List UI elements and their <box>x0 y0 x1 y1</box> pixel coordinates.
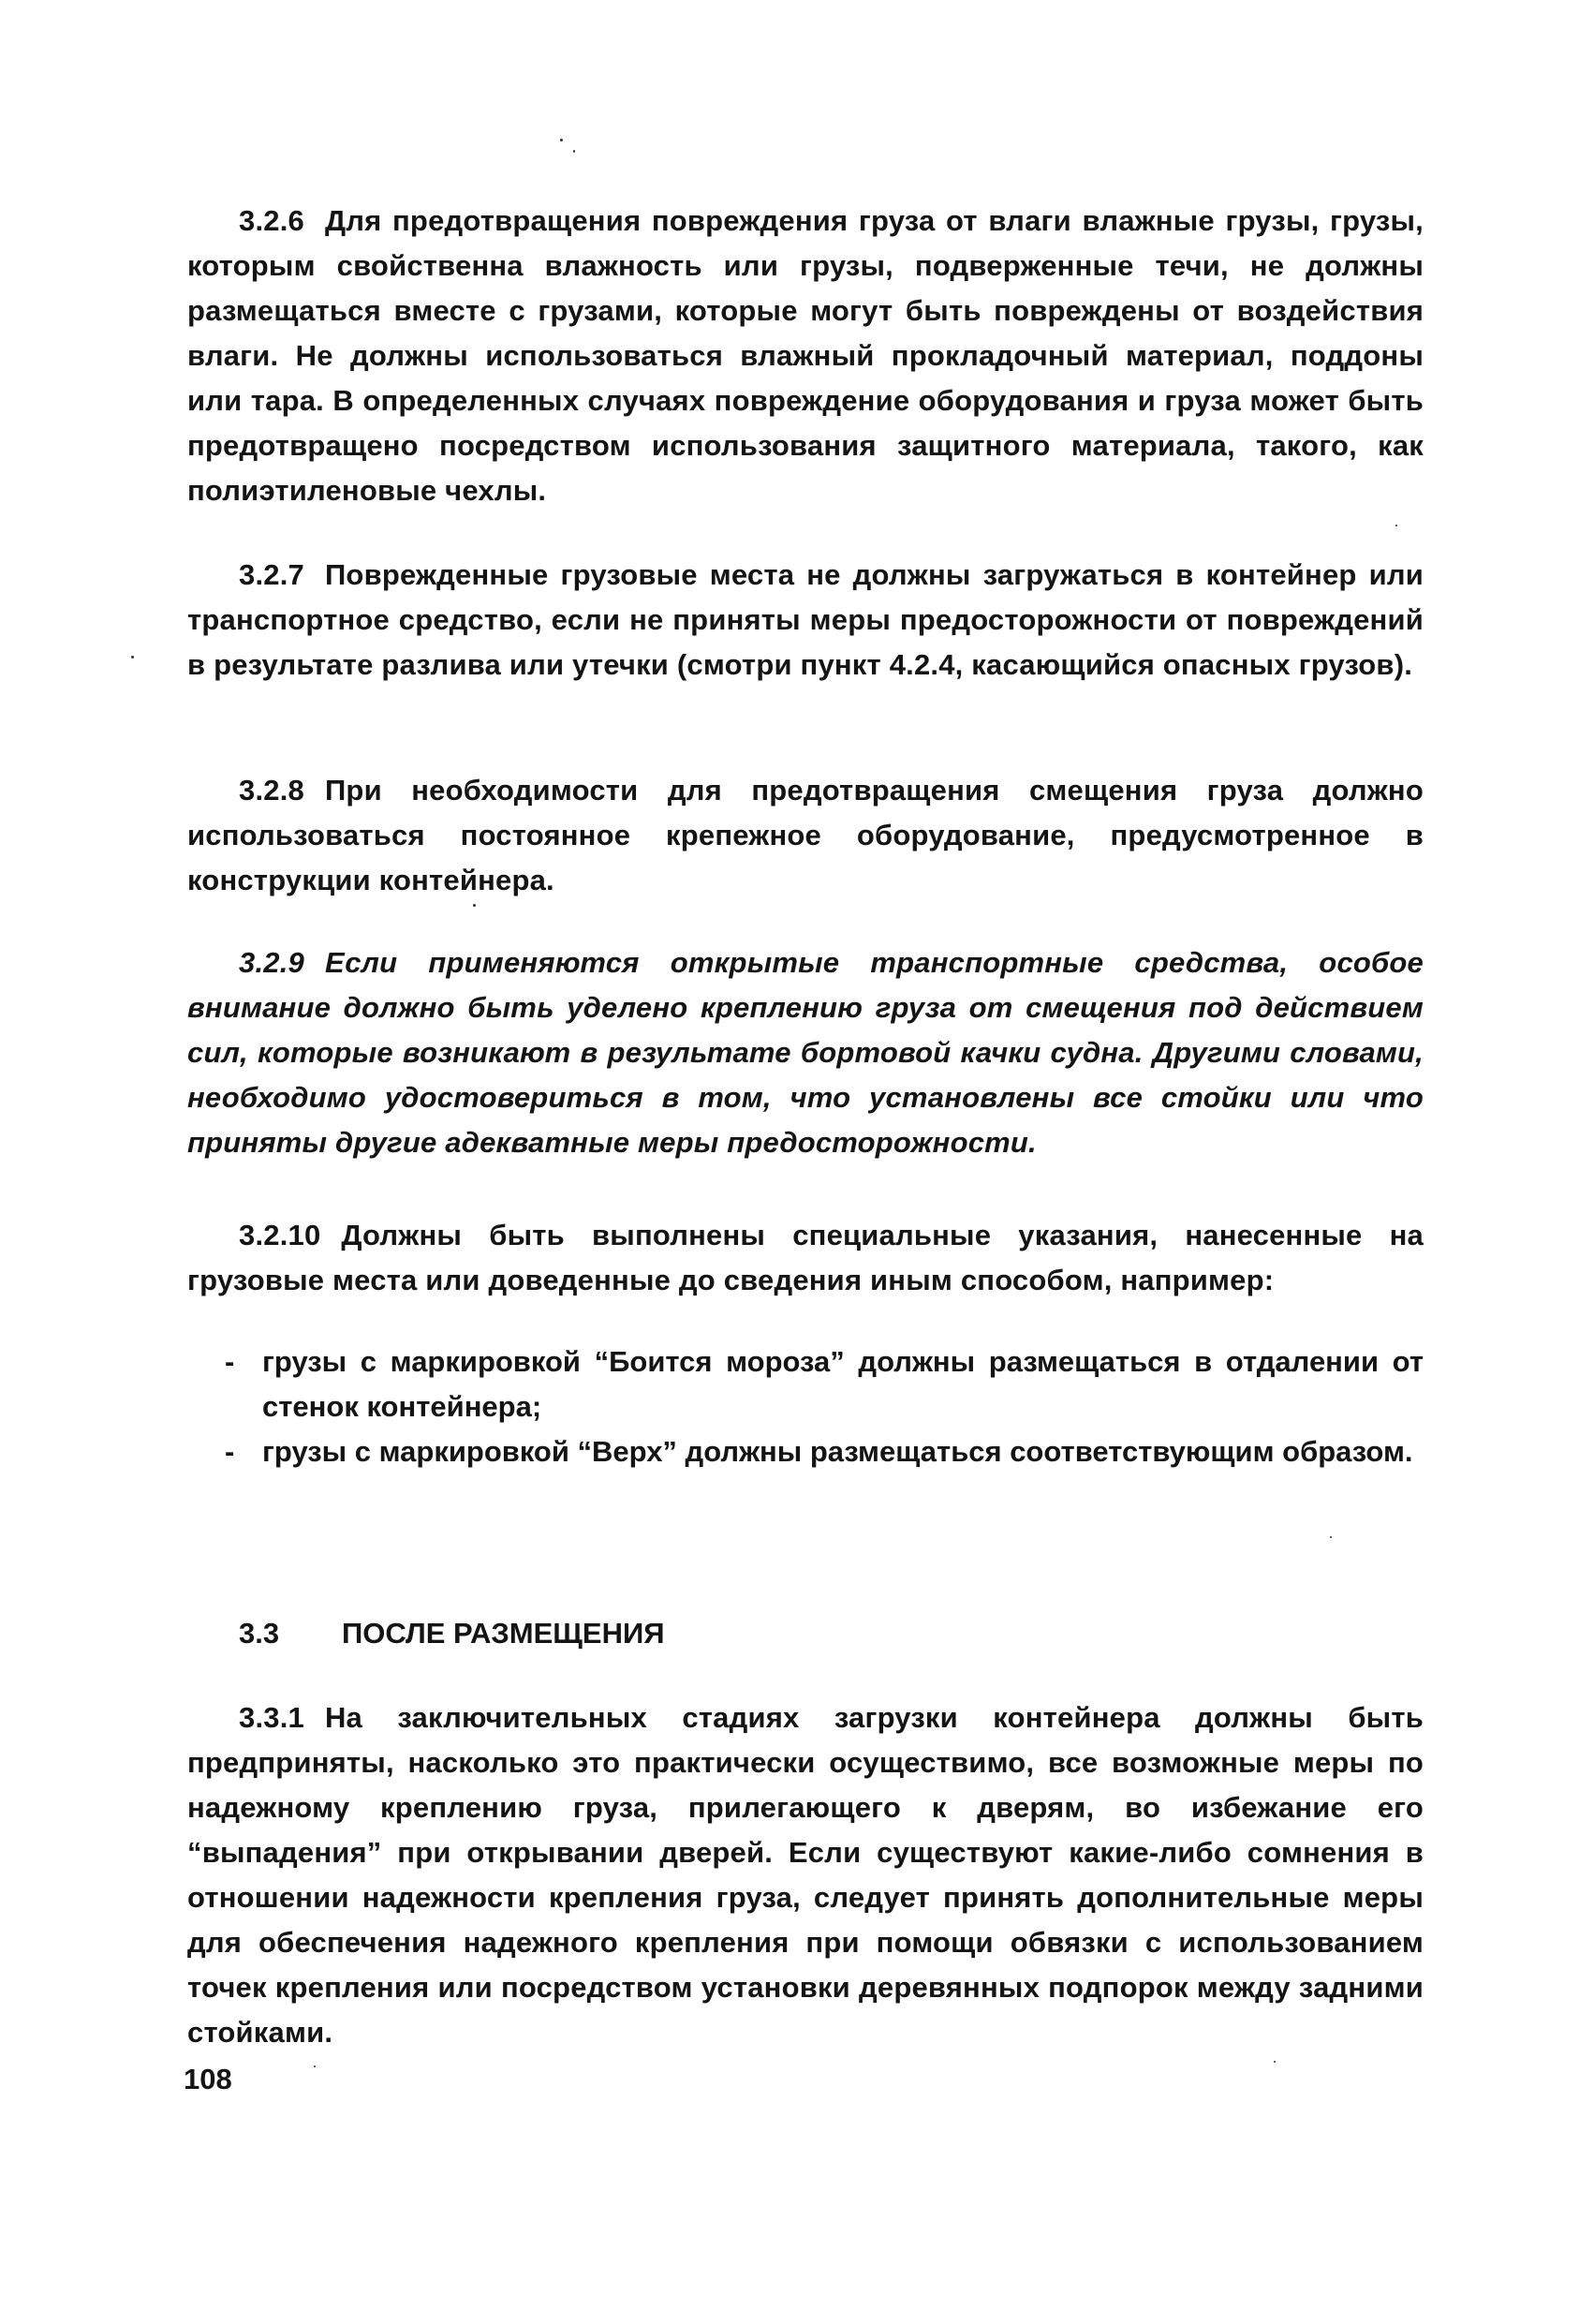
paragraph-number: 3.2.6 <box>239 204 304 237</box>
paragraph-3-3-1 <box>187 1695 1424 2055</box>
paragraph-3-2-7 <box>187 553 1424 688</box>
paragraph-text: Если применяются открытые транспортные средства, особое внимание должно быть уделено креплению груза от смещения под действием сил, которые возникают в результате бортовой качки судна. Другими словами, необходимо удостовериться в том, что установлены все стойки или что приняты другие адекватные меры предосторожности. <box>187 946 1424 1159</box>
list-item-text: грузы с маркировкой “Боится мороза” должны размещаться в отдалении от стенок контейнера; <box>262 1345 1424 1423</box>
scan-speck <box>560 139 563 141</box>
paragraph-number: 3.2.10 <box>239 1219 321 1251</box>
list-item <box>225 1340 1424 1429</box>
scan-speck <box>314 2065 316 2067</box>
paragraph-number: 3.2.7 <box>239 558 304 591</box>
list-item-text: грузы с маркировкой “Верх” должны размещаться соответствующим образом. <box>262 1435 1413 1468</box>
scan-speck <box>131 656 134 659</box>
list-bullet: - <box>225 1345 235 1378</box>
list-item <box>225 1429 1424 1474</box>
paragraph-3-2-9 <box>187 940 1424 1165</box>
paragraph-text: Поврежденные грузовые места не должны загружаться в контейнер или транспортное средство, если не приняты меры предосторожности от повреждений в результате разлива или утечки (смотри пункт 4.2.4, касающийся опасных грузов). <box>187 558 1424 681</box>
paragraph-text: Должны быть выполнены специальные указания, нанесенные на грузовые места или доведенные до сведения иным способом, например: <box>187 1219 1424 1296</box>
section-title: ПОСЛЕ РАЗМЕЩЕНИЯ <box>342 1617 665 1650</box>
page-number: 108 <box>184 2063 232 2095</box>
paragraph-number: 3.3.1 <box>239 1701 304 1734</box>
list-bullet: - <box>225 1435 235 1468</box>
section-heading <box>239 1611 665 1656</box>
scan-speck <box>573 150 575 153</box>
scan-speck <box>1395 525 1397 526</box>
paragraph-text: На заключительных стадиях загрузки контейнера должны быть предприняты, насколько это практически осуществимо, все возможные меры по надежному креплению груза, прилегающего к дверям, во избежание его “выпадения” при открывании дверей. Если существуют какие-либо сомнения в отношении надежности крепления груза, следует принять дополнительные меры для обеспечения надежного крепления при помощи обвязки с использованием точек крепления или посредством установки деревянных подпорок между задними стойками. <box>187 1701 1424 2049</box>
paragraph-number: 3.2.8 <box>239 774 304 807</box>
section-number: 3.3 <box>239 1617 280 1650</box>
marking-list <box>225 1340 1424 1474</box>
scan-speck <box>1330 1536 1332 1538</box>
paragraph-3-2-6 <box>187 199 1424 513</box>
paragraph-text: При необходимости для предотвращения смещения груза должно использоваться постоянное крепежное оборудование, предусмотренное в конструкции контейнера. <box>187 774 1424 896</box>
paragraph-3-2-8 <box>187 768 1424 903</box>
scan-speck <box>473 904 476 907</box>
scan-speck <box>1274 2061 1276 2063</box>
paragraph-text: Для предотвращения повреждения груза от влаги влажные грузы, грузы, которым свойственна влажность или грузы, подверженные течи, не должны размещаться вместе с грузами, которые могут быть повреждены от воздействия влаги. Не должны использоваться влажный прокладочный материал, поддоны или тара. В определенных случаях повреждение оборудования и груза может быть предотвращено посредством использования защитного материала, такого, как полиэтиленовые чехлы. <box>187 204 1424 507</box>
paragraph-number: 3.2.9 <box>239 946 304 979</box>
paragraph-3-2-10 <box>187 1213 1424 1303</box>
